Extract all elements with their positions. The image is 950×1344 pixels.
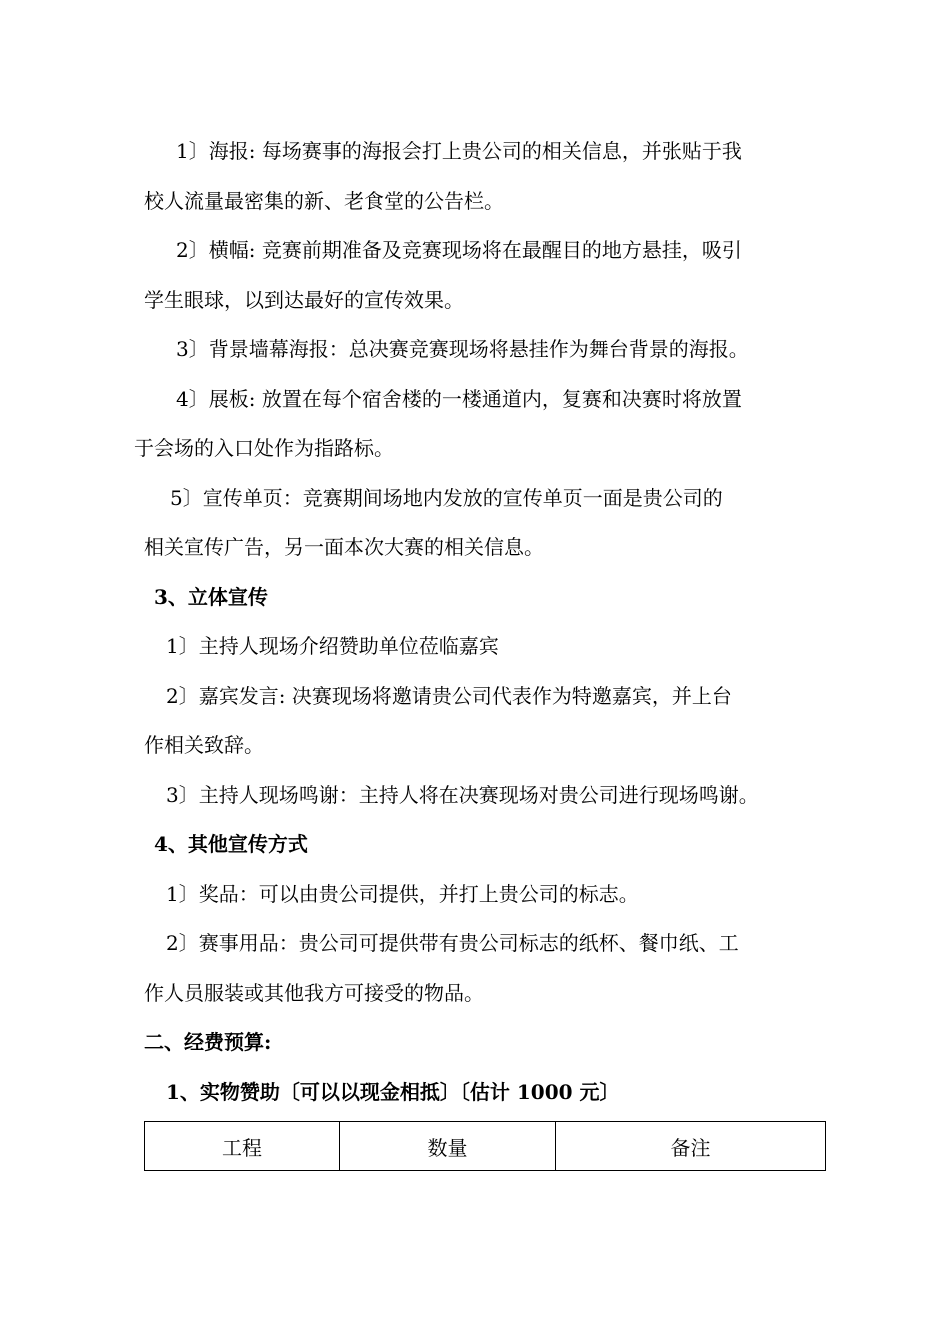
paragraph-guest-speech-line2: 作相关致辞。 <box>144 733 264 757</box>
budget-table <box>144 1121 826 1171</box>
paragraph-flyer-line2: 相关宣传广告，另一面本次大赛的相关信息。 <box>144 535 544 559</box>
heading-budget: 二、经费预算: <box>144 1030 272 1054</box>
paragraph-backdrop: 3〕背景墙幕海报：总决赛竞赛现场将悬挂作为舞台背景的海报。 <box>176 337 749 361</box>
paragraph-guest-speech-line1: 2〕嘉宾发言: 决赛现场将邀请贵公司代表作为特邀嘉宾，并上台 <box>166 684 732 708</box>
paragraph-host-intro: 1〕主持人现场介绍赞助单位莅临嘉宾 <box>166 634 499 658</box>
heading-3d-promotion: 3、立体宣传 <box>154 585 268 609</box>
paragraph-host-thanks: 3〕主持人现场鸣谢：主持人将在决赛现场对贵公司进行现场鸣谢。 <box>166 783 759 807</box>
paragraph-banner-line2: 学生眼球，以到达最好的宣传效果。 <box>144 288 464 312</box>
paragraph-prizes: 1〕奖品：可以由贵公司提供，并打上贵公司的标志。 <box>166 882 639 906</box>
table-header-row <box>145 1122 826 1171</box>
paragraph-display-board-line1: 4〕展板: 放置在每个宿舍楼的一楼通道内，复赛和决赛时将放置 <box>176 387 742 411</box>
table-header-remarks: 备注 <box>556 1122 826 1171</box>
paragraph-poster-line1: 1〕海报: 每场赛事的海报会打上贵公司的相关信息，并张贴于我 <box>176 139 742 163</box>
paragraph-event-supplies-line2: 作人员服装或其他我方可接受的物品。 <box>144 981 484 1005</box>
table-header-quantity: 数量 <box>340 1122 556 1171</box>
paragraph-event-supplies-line1: 2〕赛事用品：贵公司可提供带有贵公司标志的纸杯、餐巾纸、工 <box>166 931 739 955</box>
paragraph-poster-line2: 校人流量最密集的新、老食堂的公告栏。 <box>144 189 504 213</box>
heading-in-kind-sponsorship: 1、实物赞助〔可以以现金相抵〕〔估计 1000 元〕 <box>166 1080 620 1104</box>
heading-other-promotion: 4、其他宣传方式 <box>154 832 308 856</box>
paragraph-display-board-line2: 于会场的入口处作为指路标。 <box>134 436 394 460</box>
paragraph-banner-line1: 2〕横幅: 竞赛前期准备及竞赛现场将在最醒目的地方悬挂，吸引 <box>176 238 742 262</box>
paragraph-flyer-line1: 5〕宣传单页：竞赛期间场地内发放的宣传单页一面是贵公司的 <box>170 486 723 510</box>
table-header-item: 工程 <box>145 1122 340 1171</box>
